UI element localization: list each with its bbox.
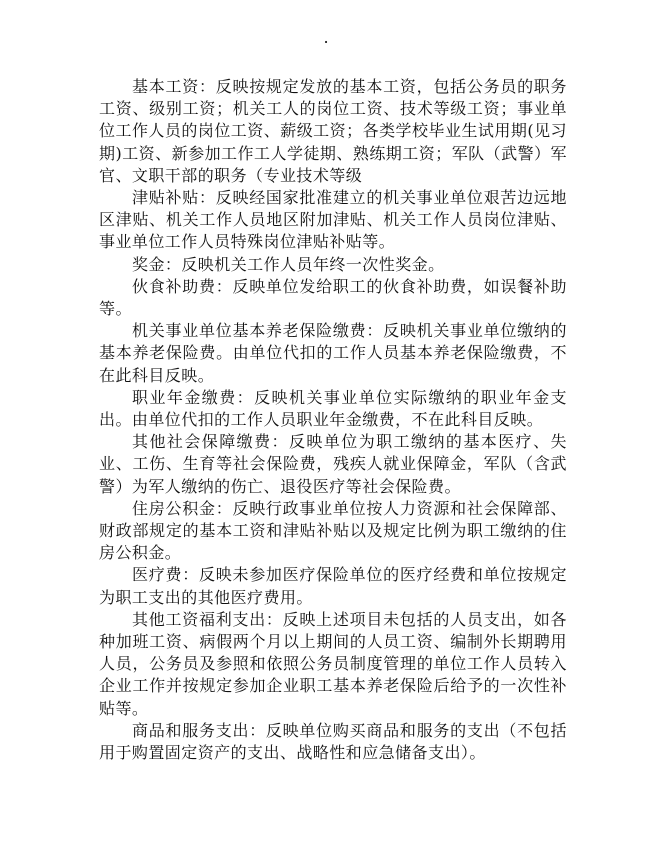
paragraph-medical-expense: 医疗费：反映未参加医疗保险单位的医疗经费和单位按规定为职工支出的其他医疗费用。 (99, 565, 567, 607)
paragraph-other-welfare: 其他工资福利支出：反映上述项目未包括的人员支出，如各种加班工资、病假两个月以上期间的人员工资、编制外长期聘用人员，公务员及参照和依照公务员制度管理的单位工作人员转入企业工作并按规定参加企业职工基本养老保险后给予的一次性补贴等。 (99, 609, 567, 718)
paragraph-bonus: 奖金：反映机关工作人员年终一次性奖金。 (132, 254, 445, 274)
header-dot: . (323, 28, 329, 47)
paragraph-occupational-annuity: 职业年金缴费：反映机关事业单位实际缴纳的职业年金支出。由单位代扣的工作人员职业年金缴费，不在此科目反映。 (99, 387, 567, 430)
paragraph-other-social-security: 其他社会保障缴费：反映单位为职工缴纳的基本医疗、失业、工伤、生育等社会保险费，残疾人就业保障金，军队（含武警）为军人缴纳的伤亡、退役医疗等社会保险费。 (99, 432, 567, 496)
paragraph-meal-subsidy: 伙食补助费：反映单位发给职工的伙食补助费，如误餐补助等。 (99, 276, 567, 319)
paragraph-goods-services: 商品和服务支出：反映单位购买商品和服务的支出（不包括用于购置固定资产的支出、战略性和应急储备支出）。 (99, 720, 567, 763)
paragraph-basic-salary: 基本工资：反映按规定发放的基本工资，包括公务员的职务工资、级别工资；机关工人的岗位工资、技术等级工资；事业单位工作人员的岗位工资、薪级工资；各类学校毕业生试用期(见习期)工资、新参加工作工人学徒期、熟练期工资；军队（武警）军官、文职干部的职务（专业技术等级 (99, 77, 567, 185)
paragraph-pension-insurance: 机关事业单位基本养老保险缴费：反映机关事业单位缴纳的基本养老保险费。由单位代扣的工作人员基本养老保险缴费，不在此科目反映。 (99, 321, 567, 385)
document-body (99, 76, 567, 764)
paragraph-allowances: 津贴补贴：反映经国家批准建立的机关事业单位艰苦边远地区津贴、机关工作人员地区附加津贴、机关工作人员岗位津贴、事业单位工作人员特殊岗位津贴补贴等。 (99, 188, 567, 252)
paragraph-housing-fund: 住房公积金：反映行政事业单位按人力资源和社会保障部、财政部规定的基本工资和津贴补贴以及规定比例为职工缴纳的住房公积金。 (99, 498, 567, 563)
